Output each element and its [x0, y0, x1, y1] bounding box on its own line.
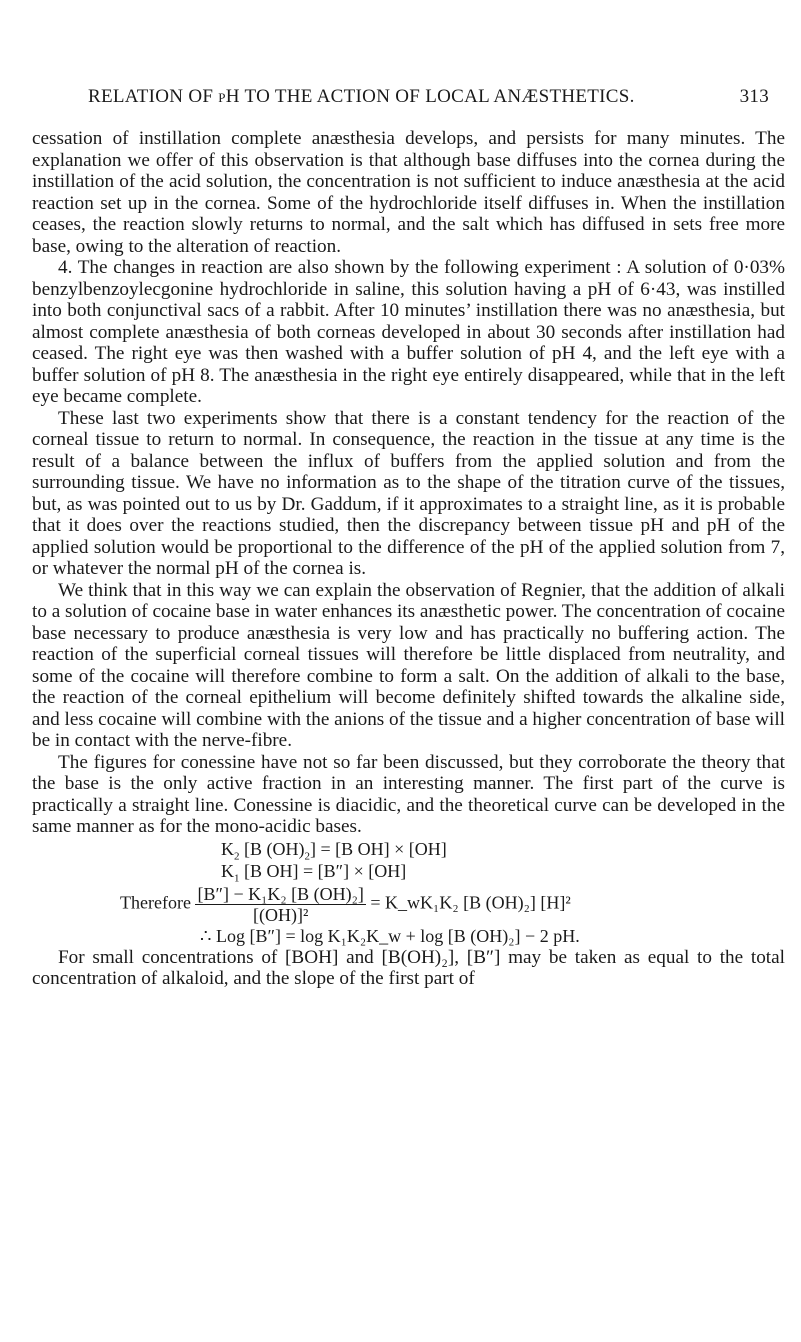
paragraph: The figures for conessine have not so far been discussed, but they corroborate the theory that the base is the only active fraction in an interesting manner. The first part of the curve is practically a straight line. Conessine is diacidic, and the theoretical curve can be developed in the same manner as for the mono-acidic bases.	[32, 751, 785, 837]
paragraph: cessation of instillation complete anæsthesia develops, and persists for many minutes. The explanation we offer of this observation is that although base diffuses into the cornea during the instillation of the acid solution, the concentration is not sufficient to induce anæsthesia at the acid reaction set up in the cornea. Some of the hydrochloride itself diffuses in. When the instillation ceases, the reaction slowly returns to normal, and the salt which has diffused in sets free more base, owing to the alteration of reaction.	[32, 128, 785, 257]
paragraph: We think that in this way we can explain the observation of Regnier, that the addition of alkali to a solution of cocaine base in water enhances its anæsthetic power. The concentration of cocaine base necessary to produce anæsthesia is very low and has practically no buffering action. The reaction of the superficial corneal tissues will therefore be little displaced from neutrality, and some of the cocaine will therefore combine to form a salt. On the addition of alkali to the base, the reaction of the corneal epithelium will become definitely shifted towards the alkaline side, and less cocaine will combine with the anions of the tissue and a higher concentration of base will be in contact with the nerve-fibre.	[32, 579, 786, 751]
paragraph: 4. The changes in reaction are also shown by the following experiment : A solution of 0·03% benzylbenzoylecgonine hydrochloride in saline, this solution having a pH of 6·43, was instilled into both conjunctival sacs of a rabbit. After 10 minutes’ instillation there was no anæsthesia, but almost complete anæsthesia of both corneas developed in about 30 seconds after instillation had ceased. The right eye was then washed with a buffer solution of pH 4, and the left eye with a buffer solution of pH 8. The anæsthesia in the right eye entirely disappeared, while that in the left eye became complete.	[32, 257, 785, 407]
running-header	[88, 86, 769, 112]
equation-block	[32, 838, 785, 947]
paragraph: For small concentrations of [BOH] and [B(OH)₂], [B″] may be taken as equal to the total concentration of alkaloid, and the slope of the first part of	[32, 946, 785, 989]
paragraph: These last two experiments show that there is a constant tendency for the reaction of the corneal tissue to return to normal. In consequence, the reaction in the tissue at any time is the result of a balance between the influx of buffers from the applied solution and from the surrounding tissue. We have no information as to the shape of the titration curve of the tissues, but, as was pointed out to us by Dr. Gaddum, if it approximates to a straight line, as it is probable that it does over the reactions studied, then the discrepancy between tissue pH and pH of the applied solution would be proportional to the difference of the pH of the applied solution from 7, or whatever the normal pH of the cornea is.	[32, 407, 785, 579]
body-text	[32, 128, 785, 990]
fraction: $\frac{\text{[B″] − K₁K₂ [B (OH)₂]}}{\text{[(OH)]²}}$	[197, 883, 364, 925]
equation-line: ∴ Log [B″] = log K₁K₂K_w + log [B (OH)₂] − 2 pH.	[200, 925, 580, 946]
equation-line: $K_2$ [B $(OH)_2] = [B$ OH] × [OH]	[221, 838, 447, 863]
running-title: RELATION OF pH TO THE ACTION OF LOCAL ANÆSTHETICS.	[88, 86, 635, 107]
page-number: 313	[739, 86, 769, 107]
equation-line: $K_1$ [B OH] = [B″] × [OH]	[221, 860, 407, 885]
equation-line: Therefore $\frac{\text{[B″] − K₁K₂ [B (OH)₂]}}{\text{[(OH)]²}}$ = K_wK₁K₂ [B (OH)₂] [H]²	[120, 883, 571, 925]
